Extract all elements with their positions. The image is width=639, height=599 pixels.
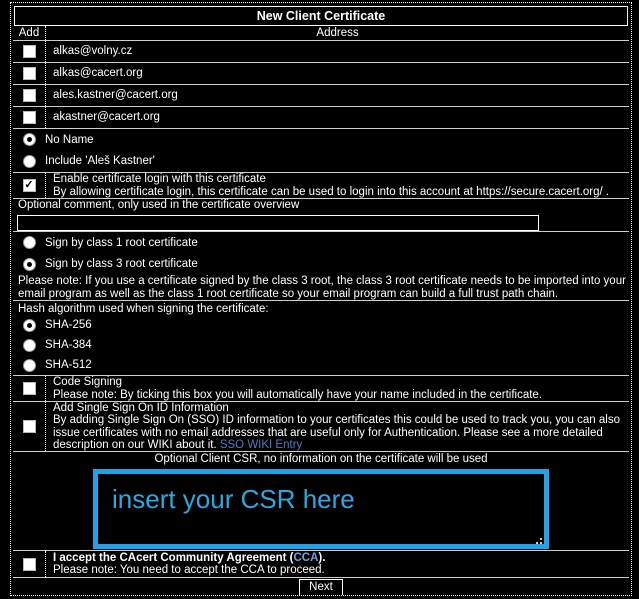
sha256-option[interactable] (13, 316, 629, 336)
comment-label: Optional comment, only used in the certificate overview (18, 199, 300, 211)
cca-statement-prefix: I accept the CAcert Community Agreement ( (53, 551, 294, 564)
resize-grip-icon[interactable] (533, 535, 542, 544)
email-checkbox-2[interactable] (23, 67, 36, 80)
table-row (13, 63, 629, 85)
certificate-login-section (13, 173, 629, 199)
sha384-option[interactable] (13, 335, 629, 355)
sha384-label: SHA-384 (45, 338, 92, 351)
csr-label-row (13, 452, 629, 467)
no-name-label: No Name (45, 133, 94, 146)
csr-label: Optional Client CSR, no information on the certificate will be used (154, 453, 488, 466)
code-signing-label: Code Signing (53, 376, 123, 388)
cca-link[interactable]: CCA (293, 551, 319, 564)
sso-checkbox[interactable] (23, 420, 36, 433)
table-row (13, 41, 629, 63)
root-signing-note: Please note: If you use a certificate signed by the class 3 root, the class 3 root certificate needs to be imported into your email program as well as the class 1 root certificate so your email program can build a full trust path chain. (18, 275, 626, 300)
cca-checkbox[interactable] (23, 558, 36, 571)
new-client-certificate-form (10, 2, 632, 596)
certificate-login-note: By allowing certificate login, this certificate can be used to login into this account at https://secure.cacert.org/ . (53, 185, 610, 198)
include-name-option[interactable] (13, 151, 629, 173)
cca-note: Please note: You need to accept the CCA to proceed. (53, 564, 325, 576)
page-title: New Client Certificate (14, 6, 628, 26)
root-signing-section (13, 232, 629, 301)
include-name-radio[interactable] (23, 155, 36, 168)
code-signing-checkbox[interactable] (23, 382, 36, 395)
sha384-radio[interactable] (23, 339, 36, 352)
class1-root-option[interactable] (13, 232, 629, 254)
table-row (13, 107, 629, 129)
certificate-login-label: Enable certificate login with this certificate (53, 173, 266, 185)
include-name-label: Include 'Aleš Kastner' (45, 155, 155, 167)
sso-label: Add Single Sign On ID Information (53, 401, 229, 414)
cca-statement (53, 552, 625, 565)
no-name-option[interactable] (13, 129, 629, 151)
email-checkbox-3[interactable] (23, 89, 36, 102)
sha256-label: SHA-256 (45, 319, 92, 332)
add-column-header: Add (13, 26, 46, 40)
email-address: akastner@cacert.org (53, 111, 160, 124)
no-name-radio[interactable] (23, 133, 36, 146)
comment-section (13, 199, 629, 232)
cca-statement-suffix: ). (318, 551, 326, 564)
class3-root-radio[interactable] (23, 258, 36, 271)
sha512-label: SHA-512 (45, 358, 92, 371)
sso-note: By adding Single Sign On (SSO) ID information to your certificates this could be used to track you, you can also issue certificates with no email addresses that are useful only for Authentication. Please see a more detailed description on our WIKI about it. (53, 414, 620, 451)
email-checkbox-4[interactable] (23, 111, 36, 124)
hash-algorithm-label: Hash algorithm used when signing the certificate: (18, 303, 269, 315)
email-address: ales.kastner@cacert.org (53, 89, 178, 102)
certificate-login-checkbox[interactable] (23, 179, 36, 192)
address-table-header (13, 26, 629, 41)
code-signing-note: Please note: By ticking this box you will automatically have your name included in the certificate. (53, 388, 543, 401)
class3-root-option[interactable] (13, 254, 629, 276)
submit-row (13, 578, 629, 596)
csr-section (13, 467, 629, 551)
next-button[interactable]: Next (299, 579, 343, 596)
cca-section (13, 551, 629, 578)
address-column-header: Address (316, 26, 359, 39)
email-checkbox-1[interactable] (23, 45, 36, 58)
sso-wiki-link[interactable]: SSO WIKI Entry (219, 439, 303, 451)
name-options-section (13, 129, 629, 173)
comment-input[interactable] (17, 215, 539, 231)
table-row (13, 85, 629, 107)
sha512-option[interactable] (13, 355, 629, 375)
hash-algorithm-section (13, 301, 629, 376)
csr-textarea[interactable] (93, 469, 549, 549)
code-signing-section (13, 376, 629, 402)
sso-section (13, 402, 629, 452)
class3-root-label: Sign by class 3 root certificate (45, 258, 198, 270)
email-address: alkas@cacert.org (53, 67, 143, 80)
class1-root-label: Sign by class 1 root certificate (45, 236, 198, 249)
email-address: alkas@volny.cz (53, 45, 133, 58)
sha512-radio[interactable] (23, 359, 36, 372)
class1-root-radio[interactable] (23, 236, 36, 249)
sha256-radio[interactable] (23, 319, 36, 332)
